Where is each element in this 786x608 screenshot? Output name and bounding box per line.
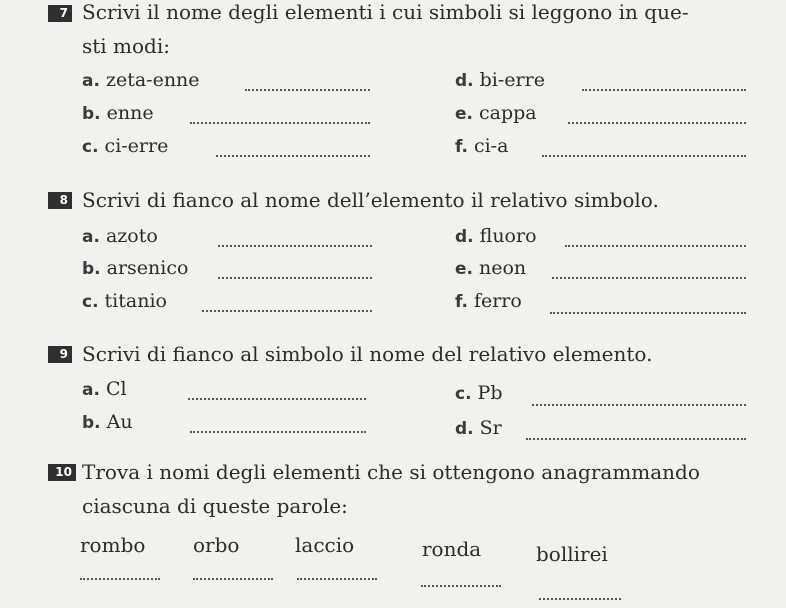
answer-blank[interactable] (552, 277, 746, 279)
list-item (455, 224, 537, 249)
item-letter: b. (82, 413, 101, 433)
answer-blank[interactable] (565, 245, 746, 247)
answer-blank[interactable] (245, 89, 370, 91)
list-item (82, 256, 188, 281)
anagram-word: rombo (80, 533, 146, 557)
item-text: neon (479, 257, 527, 279)
anagram-word: bollirei (536, 542, 608, 566)
answer-blank[interactable] (550, 312, 746, 314)
item-letter: b. (82, 259, 101, 279)
list-item (82, 101, 154, 126)
list-item (455, 101, 537, 126)
list-item (82, 289, 167, 314)
item-text: azoto (105, 225, 158, 247)
exercise-number-badge: 9 (48, 346, 72, 363)
item-text: arsenico (106, 257, 189, 279)
item-letter: f. (455, 292, 468, 312)
question-text: Scrivi di fianco al nome dell’elemento il relativo simbolo. (82, 188, 659, 212)
item-letter: c. (82, 292, 99, 312)
answer-blank[interactable] (202, 310, 372, 312)
answer-blank[interactable] (190, 431, 366, 433)
item-text: cappa (479, 102, 537, 124)
list-item (455, 381, 503, 406)
item-letter: e. (455, 259, 473, 279)
answer-blank[interactable] (542, 155, 746, 157)
list-item (82, 377, 127, 402)
question-text: Scrivi il nome degli elementi i cui simboli si leggono in que- (82, 0, 689, 24)
list-item (455, 256, 526, 281)
list-item (455, 416, 502, 441)
anagram-word: ronda (422, 537, 482, 561)
question-text: Trova i nomi degli elementi che si ottengono anagrammando (82, 460, 700, 484)
list-item (455, 68, 545, 93)
answer-blank[interactable] (532, 404, 746, 406)
item-text: Sr (479, 417, 502, 439)
answer-blank[interactable] (218, 277, 372, 279)
answer-blank[interactable] (421, 585, 501, 587)
answer-blank[interactable] (193, 578, 273, 580)
item-letter: c. (82, 137, 99, 157)
item-letter: f. (455, 137, 468, 157)
item-text: Pb (477, 382, 503, 404)
item-letter: d. (455, 419, 474, 439)
item-letter: a. (82, 71, 100, 91)
item-text: Cl (105, 378, 127, 400)
list-item (455, 134, 508, 159)
item-letter: c. (455, 384, 472, 404)
exercise-number-badge: 8 (48, 192, 72, 209)
answer-blank[interactable] (80, 578, 160, 580)
item-text: bi-erre (479, 69, 545, 91)
list-item (82, 224, 158, 249)
anagram-word: laccio (295, 533, 355, 557)
answer-blank[interactable] (568, 122, 746, 124)
answer-blank[interactable] (188, 398, 366, 400)
list-item (82, 410, 133, 435)
list-item (455, 289, 522, 314)
question-text-continued: sti modi: (82, 34, 170, 58)
answer-blank[interactable] (539, 598, 621, 600)
question-text-continued: ciascuna di queste parole: (82, 494, 348, 518)
item-text: ci-a (473, 135, 509, 157)
answer-blank[interactable] (218, 245, 372, 247)
item-text: zeta-enne (105, 69, 200, 91)
item-letter: a. (82, 380, 100, 400)
item-text: ferro (473, 290, 522, 312)
list-item (82, 134, 168, 159)
item-text: titanio (104, 290, 167, 312)
anagram-word: orbo (193, 533, 240, 557)
item-letter: b. (82, 104, 101, 124)
exercise-number-badge: 10 (48, 464, 76, 481)
list-item (82, 68, 200, 93)
question-text: Scrivi di fianco al simbolo il nome del relativo elemento. (82, 342, 653, 366)
answer-blank[interactable] (297, 578, 377, 580)
answer-blank[interactable] (526, 438, 746, 440)
answer-blank[interactable] (190, 122, 370, 124)
item-letter: e. (455, 104, 473, 124)
item-text: fluoro (479, 225, 537, 247)
exercise-number-badge: 7 (48, 5, 72, 22)
item-text: enne (106, 102, 154, 124)
item-letter: d. (455, 227, 474, 247)
answer-blank[interactable] (582, 89, 746, 91)
item-letter: a. (82, 227, 100, 247)
item-letter: d. (455, 71, 474, 91)
answer-blank[interactable] (216, 155, 370, 157)
item-text: ci-erre (104, 135, 169, 157)
item-text: Au (106, 411, 133, 433)
